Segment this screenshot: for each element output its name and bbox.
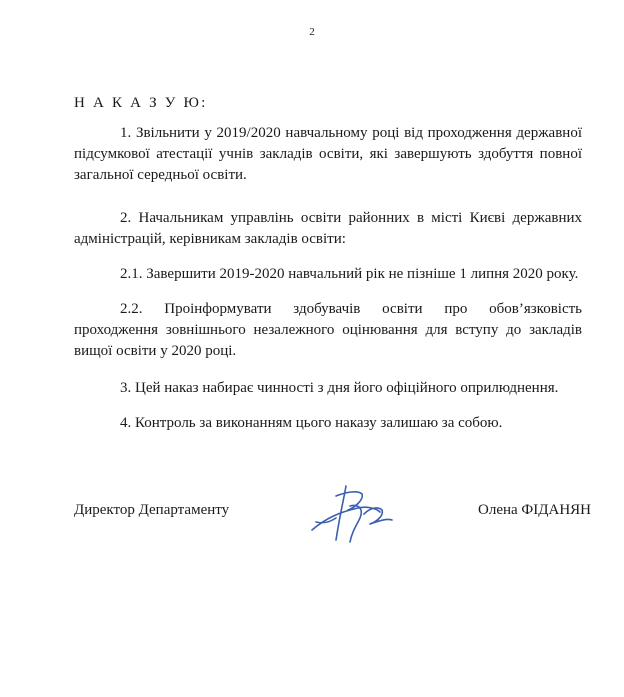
order-item-line: 3. Цей наказ набирає чинності з дня його офіційного оприлюднення. — [120, 380, 559, 396]
order-item-line: 2.2. Проінформувати здобувачів освіти про обов’язковість — [120, 301, 582, 317]
order-item-2-1 — [74, 264, 582, 285]
order-item-line: 2.1. Завершити 2019-2020 навчальний рік не пізніше 1 липня 2020 року. — [120, 266, 579, 282]
order-item-2 — [74, 208, 582, 250]
order-item-line: 2. Начальникам управлінь освіти районних в місті Києві державних — [120, 210, 582, 226]
order-item-1 — [74, 123, 582, 186]
order-item-line: адміністрацій, керівникам закладів освіти: — [74, 231, 346, 247]
order-item-2-2 — [74, 299, 582, 362]
order-item-3 — [74, 378, 582, 399]
order-item-line: вищої освіти у 2020 році. — [74, 343, 237, 359]
order-item-line: загальної середньої освіти. — [74, 167, 247, 183]
order-item-4 — [74, 413, 582, 434]
order-heading: Н А К А З У Ю: — [74, 95, 208, 111]
page-number: 2 — [309, 26, 315, 38]
order-item-line: 4. Контроль за виконанням цього наказу залишаю за собою. — [120, 415, 503, 431]
order-item-line: підсумкової атестації учнів закладів освіти, які завершують здобуття повної — [74, 146, 582, 162]
signatory-name: Олена ФІДАНЯН — [478, 502, 591, 518]
handwritten-signature — [306, 478, 398, 550]
signatory-position: Директор Департаменту — [74, 502, 230, 518]
order-item-line: 1. Звільнити у 2019/2020 навчальному році від проходження державної — [120, 125, 582, 141]
order-item-line: проходження зовнішнього незалежного оцінювання для вступу до закладів — [74, 322, 582, 338]
